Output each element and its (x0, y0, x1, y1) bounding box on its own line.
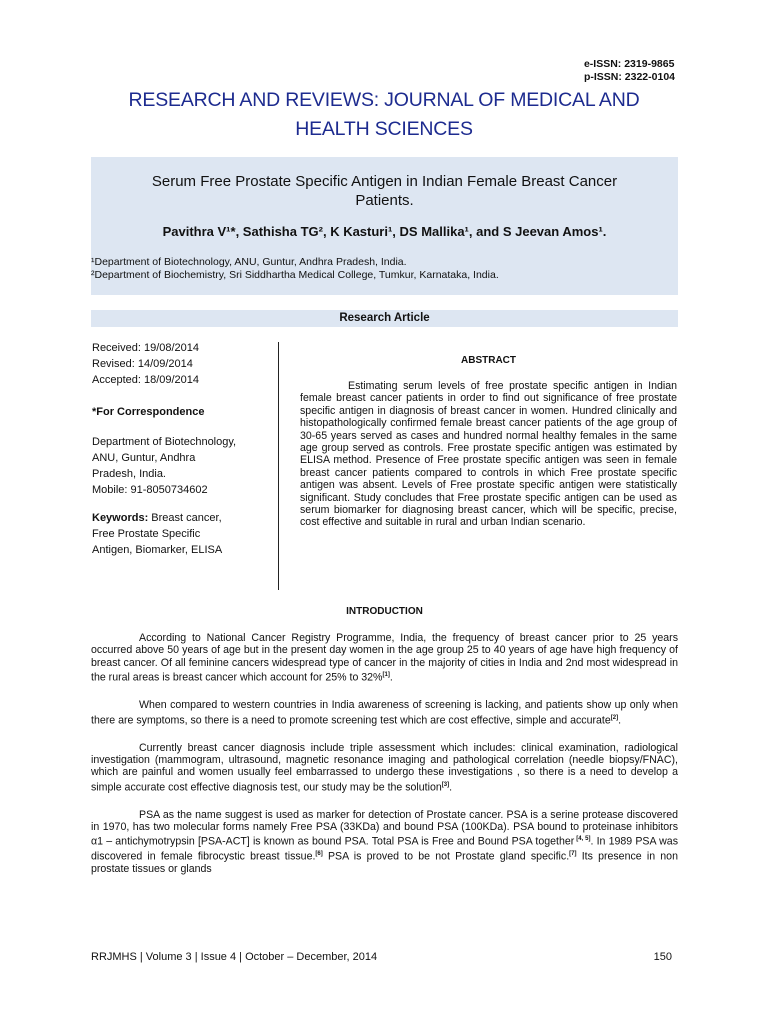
p-issn: p-ISSN: 2322-0104 (583, 71, 675, 83)
author-list: Pavithra V¹*, Sathisha TG², K Kasturi¹, DS Mallika¹, and S Jeevan Amos¹. (162, 224, 607, 239)
page-footer (91, 951, 678, 963)
received-date: Received: 19/08/2014 (92, 342, 200, 354)
affiliation-2: ²Department of Biochemistry, Sri Siddhartha Medical College, Tumkur, Karnataka, India. (91, 269, 499, 281)
keywords: Keywords: Breast cancer, Free Prostate Specific Antigen, Biomarker, ELISA (92, 512, 223, 556)
article-info-column (92, 340, 267, 558)
journal-title (90, 86, 678, 144)
column-divider (278, 342, 279, 590)
e-issn: e-ISSN: 2319-9865 (583, 58, 675, 70)
keywords-label: Keywords: (92, 512, 149, 524)
mobile-number: Mobile: 91-8050734602 (92, 484, 208, 496)
introduction-body (91, 632, 678, 891)
correspondence-address: Department of Biotechnology, ANU, Guntur, Andhra Pradesh, India. Mobile: 91-8050734602 (92, 434, 267, 498)
intro-paragraph-3: Currently breast cancer diagnosis include triple assessment which includes: clinical examination, radiological investigation (mammogram, ultrasound, magnetic resonance imaging and pathological correlation (needle biopsy/FNAC), which are painful and women usually feel embarrassed to undergo these investigations , so there is a need to develop a simple accurate cost effective diagnosis test, our study may be the solution[3]. (91, 741, 678, 794)
intro-paragraph-2: When compared to western countries in India awareness of screening is lacking, and patients show up only when there are symptoms, so there is a need to promote screening test which are cost effective, simple and accurate[2]. (91, 699, 678, 727)
footer-citation: RRJMHS | Volume 3 | Issue 4 | October – December, 2014 (91, 951, 378, 963)
affiliation-1: ¹Department of Biotechnology, ANU, Guntur, Andhra Pradesh, India. (91, 256, 407, 268)
intro-paragraph-1: According to National Cancer Registry Programme, India, the frequency of breast cancer prior to 25 years occurred above 50 years of age but in the present day women in the age group 25 to 40 years of age have high frequency of breast cancer. Of all feminine cancers widespread type of cancer in the majority of cities in India and 2nd most widespread in the rural areas is breast cancer which account for 25% to 32%[1]. (91, 632, 678, 684)
introduction-heading: INTRODUCTION (346, 606, 423, 617)
article-title: Serum Free Prostate Specific Antigen in Indian Female Breast Cancer Patients. (151, 173, 618, 209)
journal-title-line2: HEALTH SCIENCES (295, 118, 473, 140)
article-type-bar: Research Article (91, 310, 678, 327)
abstract-heading: ABSTRACT (461, 355, 516, 366)
accepted-date: Accepted: 18/09/2014 (92, 374, 200, 386)
correspondence-label: *For Correspondence (92, 406, 205, 418)
intro-paragraph-4: PSA as the name suggest is used as marker for detection of Prostate cancer. PSA is a serine protease discovered in 1970, has two molecular forms namely Free PSA (33KDa) and bound PSA (100KDa). PSA bound to proteinase inhibitors α1 – antichymotrypsin [PSA-ACT] is known as bound PSA. Total PSA is Free and Bound PSA together [4, 5]. In 1989 PSA was discovered in female fibrocystic breast tissue.[6] PSA is proved to be not Prostate gland specific.[7] Its presence in non prostate tissues or glands (91, 808, 679, 876)
abstract-text: Estimating serum levels of free prostate specific antigen in Indian female breast cancer patients in order to find out significance of free prostate specific antigen in diagnosis of breast cancer in women. Hundred clinically and histopathologically confirmed female breast cancer patients of the age group of 30-65 years served as cases and hundred normal healthy females in the same age group served as controls. Free prostate specific antigen was estimated by ELISA method. Presence of Free prostate specific antigen was seen in female breast cancer patients compared to controls in which Free prostate specific antigen was absent. Levels of Free prostate specific antigen were statistically significant. Study concludes that Free prostate specific antigen can be used as serum biomarker for diagnosing breast cancer, which will be specific, precise, cost effective and suitable in rural and urban Indian scenario. (300, 380, 677, 529)
issn-block (584, 58, 675, 84)
revised-date: Revised: 14/09/2014 (92, 358, 193, 370)
page-number: 150 (653, 951, 672, 963)
journal-title-line1: RESEARCH AND REVIEWS: JOURNAL OF MEDICAL AND (128, 89, 640, 111)
affiliations (91, 256, 499, 282)
